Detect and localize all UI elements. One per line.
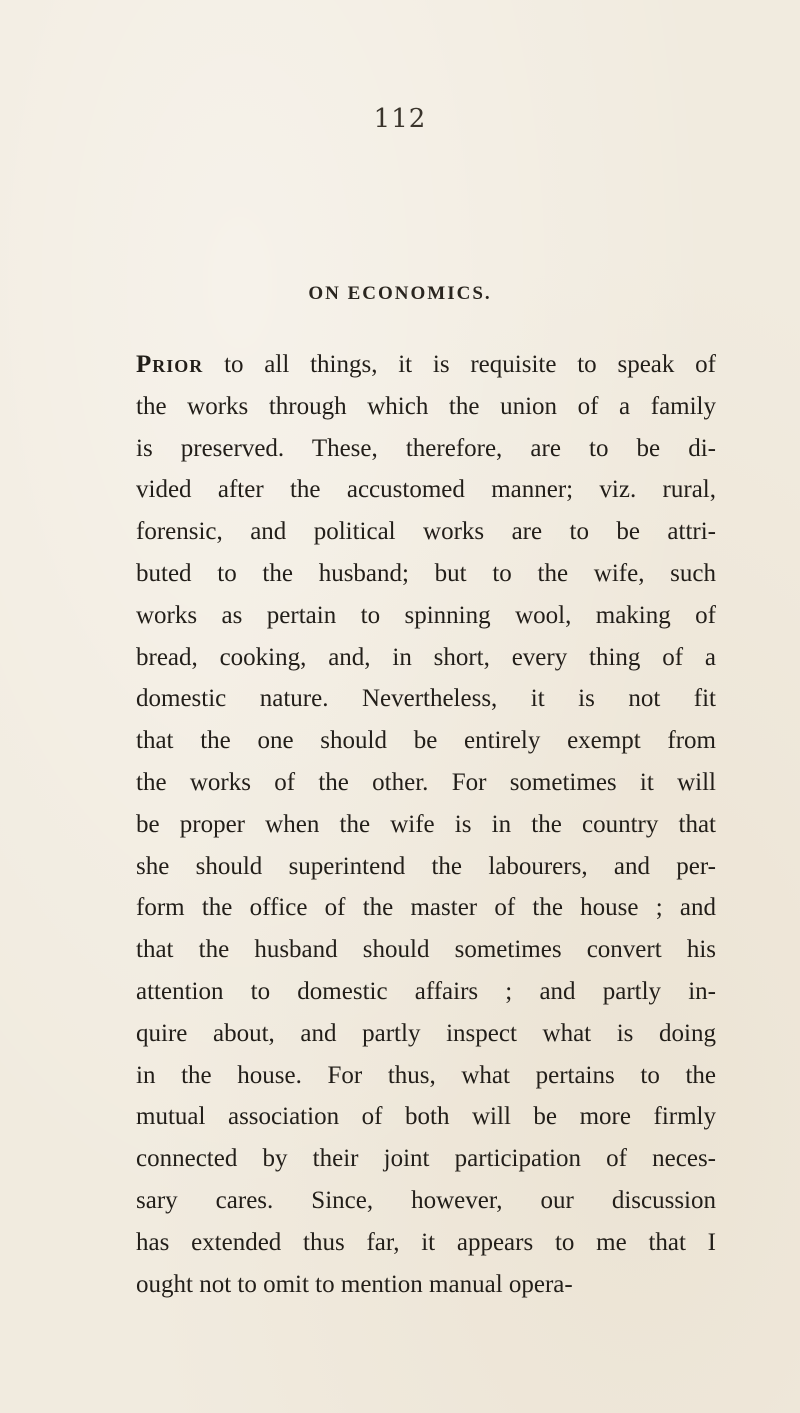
text-line: mutual association of both will be more firmly xyxy=(136,1103,716,1131)
text-line: is preserved. These, therefore, are to be di- xyxy=(136,434,716,462)
text-line: sary cares. Since, however, our discussion xyxy=(136,1186,716,1214)
text-line: domestic nature. Nevertheless, it is not fit xyxy=(136,685,716,713)
text-line: buted to the husband; but to the wife, such xyxy=(136,559,716,587)
lead-word: Prior xyxy=(136,351,204,378)
text-line: that the one should be entirely exempt from xyxy=(136,727,716,755)
text-line: she should superintend the labourers, and per- xyxy=(136,852,716,880)
text-line: attention to domestic affairs ; and partly in- xyxy=(136,977,716,1005)
text-line: bread, cooking, and, in short, every thing of a xyxy=(136,643,716,671)
section-title: ON ECONOMICS. xyxy=(308,283,492,304)
text-line: ought not to omit to mention manual opera- xyxy=(136,1270,573,1298)
text-line: in the house. For thus, what pertains to the xyxy=(136,1061,716,1089)
text-line: that the husband should sometimes convert his xyxy=(136,936,716,964)
text-line: form the office of the master of the house ; and xyxy=(136,894,716,922)
text-line: the works through which the union of a family xyxy=(136,392,716,420)
text-line: connected by their joint participation of neces- xyxy=(136,1145,716,1173)
text-line: forensic, and political works are to be attri- xyxy=(136,518,716,546)
text-line: quire about, and partly inspect what is doing xyxy=(136,1019,716,1047)
text-line: the works of the other. For sometimes it will xyxy=(136,768,716,796)
text-line: has extended thus far, it appears to me that I xyxy=(136,1228,716,1256)
text-line: works as pertain to spinning wool, making of xyxy=(136,601,716,629)
text-line-content: to all things, it is requisite to speak of xyxy=(203,351,716,378)
text-line: vided after the accustomed manner; viz. rural, xyxy=(136,476,716,504)
text-line: be proper when the wife is in the country that xyxy=(136,810,716,838)
body-text xyxy=(136,344,716,1305)
page-number: 112 xyxy=(373,104,427,134)
text-line xyxy=(136,344,716,386)
